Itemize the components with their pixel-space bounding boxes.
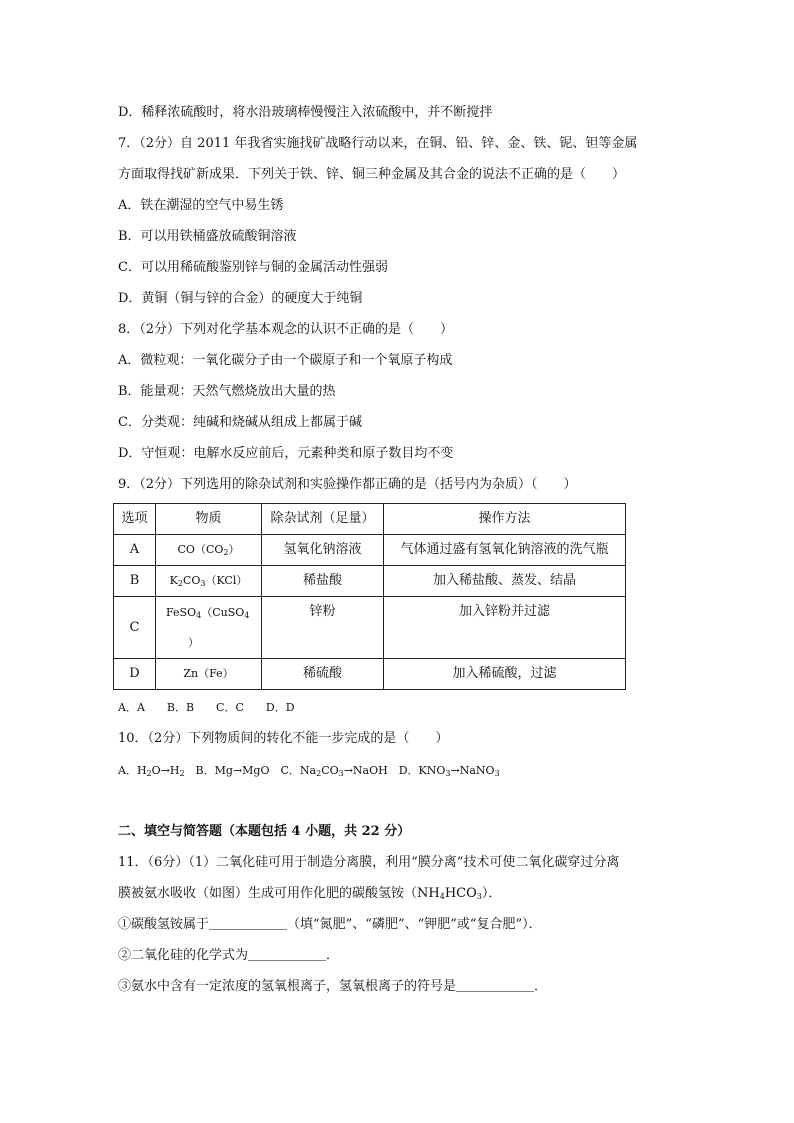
- header-substance: 物质: [156, 504, 262, 535]
- q11-sub3: ③氨水中含有一定浓度的氢氧根离子，氢氧根离子的符号是＿＿＿＿＿＿．: [118, 979, 548, 994]
- row-d-substance: Zn（Fe）: [156, 659, 262, 690]
- row-b-method: 加入稀盐酸、蒸发、结晶: [384, 566, 626, 597]
- table-row: [114, 597, 626, 659]
- q6-option-d: D．稀释浓硫酸时，将水沿玻璃棒慢慢注入浓硫酸中，并不断搅拌: [118, 105, 493, 120]
- q8-option-d: D．守恒观：电解水反应前后，元素种类和原子数目均不变: [118, 446, 454, 461]
- row-b-substance: $K_2CO_3(KCl)$: [156, 566, 262, 597]
- q10-stem: 10．（2分）下列物质间的转化不能一步完成的是（ ）: [118, 731, 449, 746]
- row-d-reagent: 稀硫酸: [262, 659, 384, 690]
- header-method: 操作方法: [384, 504, 626, 535]
- header-option: 选项: [114, 504, 156, 535]
- q8-option-c: C．分类观：纯碱和烧碱从组成上都属于碱: [118, 415, 362, 430]
- header-reagent: 除杂试剂（足量）: [262, 504, 384, 535]
- q9-answer-options: A．A B．B C．C D．D: [118, 701, 295, 714]
- row-c-substance: FeSO$_4$（CuSO$_4$ ）: [156, 597, 262, 659]
- q7-option-a: A．铁在潮湿的空气中易生锈: [118, 198, 284, 213]
- row-c-option: C: [114, 597, 156, 659]
- row-c-method: 加入锌粉并过滤: [384, 597, 626, 659]
- q8-stem: 8．（2分）下列对化学基本观念的认识不正确的是（ ）: [118, 322, 454, 337]
- q7-option-b: B．可以用铁桶盛放硫酸铜溶液: [118, 229, 297, 244]
- row-a-option: A: [114, 535, 156, 566]
- table-row: [114, 659, 626, 690]
- q8-option-b: B．能量观：天然气燃烧放出大量的热: [118, 384, 336, 399]
- row-a-method: 气体通过盛有氢氧化钠溶液的洗气瓶: [384, 535, 626, 566]
- q7-stem-line1: 7．（2分）自 2011 年我省实施找矿战略行动以来，在铜、铅、锌、金、铁、铌、钽等金属: [118, 136, 638, 151]
- row-d-option: D: [114, 659, 156, 690]
- q8-option-a: A．微粒观：一氧化碳分子由一个碳原子和一个氧原子构成: [118, 353, 453, 368]
- row-a-reagent: 氢氧化钠溶液: [262, 535, 384, 566]
- row-c-reagent: 锌粉: [262, 597, 384, 659]
- q11-sub1: ①碳酸氢铵属于＿＿＿＿＿＿（填“氮肥”、“磷肥”、“钾肥”或“复合肥”）．: [118, 917, 542, 932]
- q11-line2: 膜被氨水吸收（如图）生成可用作化肥的碳酸氢铵$(NH_4HCO_3)$．: [118, 886, 502, 901]
- table-row: [114, 535, 626, 566]
- row-b-reagent: 稀盐酸: [262, 566, 384, 597]
- row-a-substance: $CO(CO_2)$: [156, 535, 262, 566]
- q7-stem-line2: 方面取得找矿新成果．下列关于铁、锌、铜三种金属及其合金的说法不正确的是（ ）: [118, 167, 626, 182]
- q9-stem: 9．（2分）下列选用的除杂试剂和实验操作都正确的是（括号内为杂质）（ ）: [118, 477, 577, 492]
- q11-line1: 11．（6分）（1）二氧化硅可用于制造分离膜，利用“膜分离”技术可使二氧化碳穿过分离: [118, 855, 620, 870]
- section-title: 二、填空与简答题（本题包括 4 小题，共 22 分）: [118, 824, 411, 839]
- q10-answer-options: A．$H_2O\to H_2$ B．Mg→MgO C．$Na_2CO_3\to NaOH$ D．$KNO_3\to NaNO_3$: [118, 764, 500, 778]
- row-d-method: 加入稀硫酸，过滤: [384, 659, 626, 690]
- q7-option-d: D．黄铜（铜与锌的合金）的硬度大于纯铜: [118, 291, 363, 306]
- q7-option-c: C．可以用稀硫酸鉴别锌与铜的金属活动性强弱: [118, 260, 388, 275]
- table-header-row: [114, 504, 626, 535]
- q11-sub2: ②二氧化硅的化学式为＿＿＿＿＿＿．: [118, 948, 340, 963]
- q9-table: [113, 503, 626, 690]
- table-row: [114, 566, 626, 597]
- row-b-option: B: [114, 566, 156, 597]
